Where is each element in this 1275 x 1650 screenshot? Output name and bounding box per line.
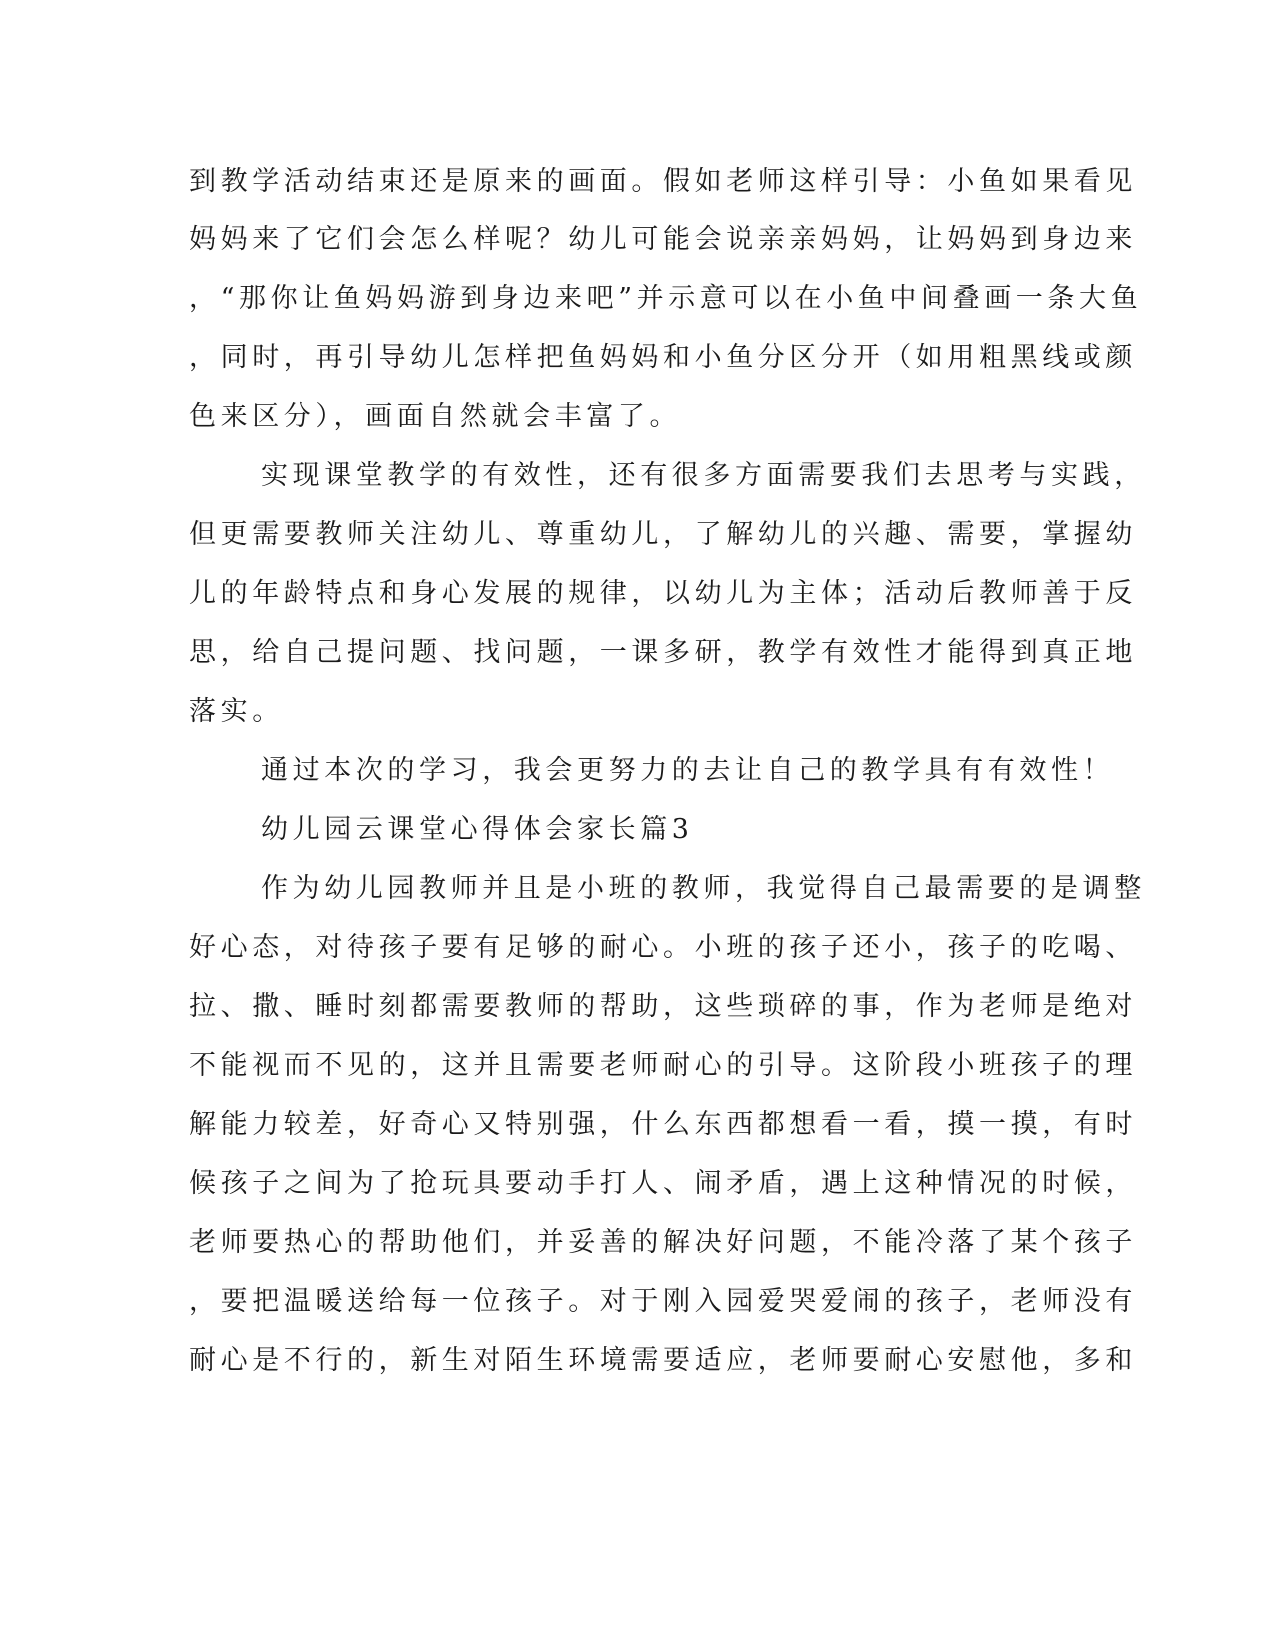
body-text-line: 色来区分），画面自然就会丰富了。 [189, 401, 682, 432]
body-text-line: ，“那你让鱼妈妈游到身边来吧”并示意可以在小鱼中间叠画一条大鱼 [189, 283, 1143, 314]
paragraph-start-line: 实现课堂教学的有效性，还有很多方面需要我们去思考与实践， [261, 460, 1146, 491]
body-text-line: 候孩子之间为了抢玩具要动手打人、闹矛盾，遇上这种情况的时候， [189, 1168, 1137, 1199]
section-heading: 幼儿园云课堂心得体会家长篇3 [261, 814, 694, 845]
body-text-line: 耐心是不行的，新生对陌生环境需要适应，老师要耐心安慰他，多和 [189, 1345, 1137, 1376]
body-text-line: 落实。 [189, 696, 284, 727]
body-text-line: ，同时，再引导幼儿怎样把鱼妈妈和小鱼分区分开（如用粗黑线或颜 [189, 342, 1137, 373]
body-text-line: 好心态，对待孩子要有足够的耐心。小班的孩子还小，孩子的吃喝、 [189, 932, 1137, 963]
body-text-line: 不能视而不见的，这并且需要老师耐心的引导。这阶段小班孩子的理 [189, 1050, 1137, 1081]
body-text-line: 老师要热心的帮助他们，并妥善的解决好问题，不能冷落了某个孩子 [189, 1227, 1137, 1258]
body-text-line: 到教学活动结束还是原来的画面。假如老师这样引导：小鱼如果看见 [189, 166, 1137, 197]
body-text-line: 思，给自己提问题、找问题，一课多研，教学有效性才能得到真正地 [189, 637, 1137, 668]
body-text-line: 妈妈来了它们会怎么样呢？幼儿可能会说亲亲妈妈，让妈妈到身边来 [189, 224, 1137, 255]
body-text-line: 但更需要教师关注幼儿、尊重幼儿，了解幼儿的兴趣、需要，掌握幼 [189, 519, 1137, 550]
paragraph-start-line: 通过本次的学习，我会更努力的去让自己的教学具有有效性！ [261, 755, 1115, 786]
paragraph-start-line: 作为幼儿园教师并且是小班的教师，我觉得自己最需要的是调整 [261, 873, 1146, 904]
body-text-line: ，要把温暖送给每一位孩子。对于刚入园爱哭爱闹的孩子，老师没有 [189, 1286, 1137, 1317]
body-text-line: 拉、撒、睡时刻都需要教师的帮助，这些琐碎的事，作为老师是绝对 [189, 991, 1137, 1022]
body-text-line: 儿的年龄特点和身心发展的规律，以幼儿为主体；活动后教师善于反 [189, 578, 1137, 609]
body-text-line: 解能力较差，好奇心又特别强，什么东西都想看一看，摸一摸，有时 [189, 1109, 1137, 1140]
